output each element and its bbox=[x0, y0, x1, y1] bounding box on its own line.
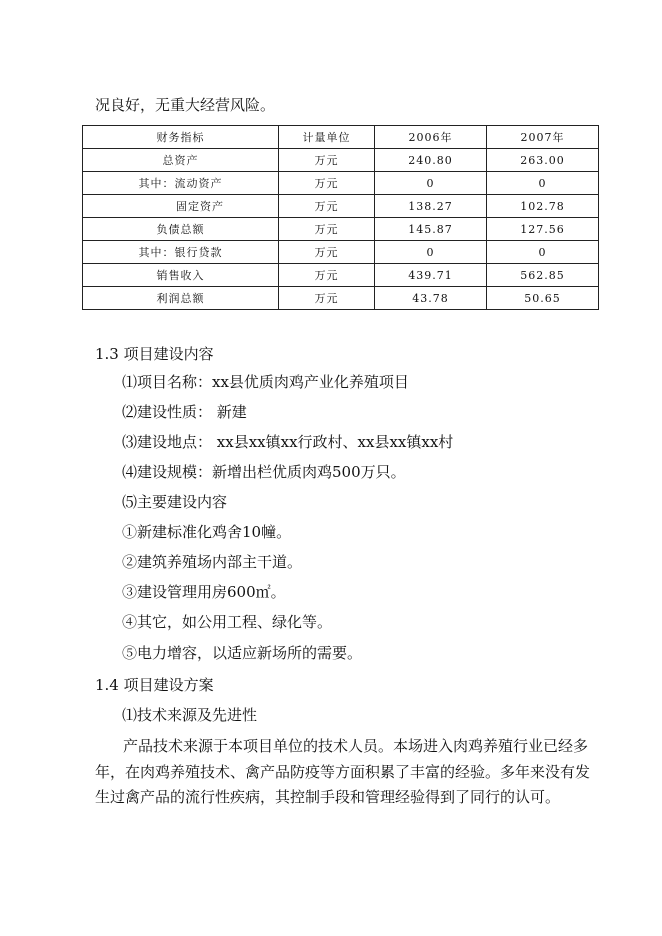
header-unit: 计量单位 bbox=[279, 126, 375, 149]
header-indicator: 财务指标 bbox=[83, 126, 279, 149]
list-item: ⑶建设地点： xx县xx镇xx行政村、xx县xx镇xx村 bbox=[122, 433, 454, 451]
table-row bbox=[83, 149, 599, 172]
list-item: ⑷建设规模：新增出栏优质肉鸡500万只。 bbox=[122, 463, 406, 481]
list-item: ⑸主要建设内容 bbox=[122, 493, 228, 511]
section-heading-1-4: 1.4 项目建设方案 bbox=[95, 676, 214, 694]
row-2006: 43.78 bbox=[375, 287, 487, 310]
table-row bbox=[83, 218, 599, 241]
financial-table bbox=[82, 125, 599, 310]
table-row bbox=[83, 241, 599, 264]
row-2007: 562.85 bbox=[487, 264, 599, 287]
row-2007: 0 bbox=[487, 172, 599, 195]
table-row bbox=[83, 195, 599, 218]
body-paragraph: 产品技术来源于本项目单位的技术人员。本场进入肉鸡养殖行业已经多年，在肉鸡养殖技术、禽产品防疫等方面积累了丰富的经验。多年来没有发生过禽产品的流行性疾病，其控制手段和管理经验得到了同行的认可。 bbox=[95, 737, 591, 807]
row-label: 负债总额 bbox=[83, 218, 279, 241]
row-2007: 102.78 bbox=[487, 195, 599, 218]
row-unit: 万元 bbox=[279, 287, 375, 310]
table-row bbox=[83, 264, 599, 287]
list-item: ②建筑养殖场内部主干道。 bbox=[122, 553, 303, 571]
list-item: ⑤电力增容，以适应新场所的需要。 bbox=[122, 644, 363, 662]
header-2006: 2006年 bbox=[375, 126, 487, 149]
row-2007: 263.00 bbox=[487, 149, 599, 172]
row-2006: 240.80 bbox=[375, 149, 487, 172]
table-row bbox=[83, 287, 599, 310]
row-label: 总资产 bbox=[83, 149, 279, 172]
row-2007: 127.56 bbox=[487, 218, 599, 241]
row-unit: 万元 bbox=[279, 264, 375, 287]
row-2006: 145.87 bbox=[375, 218, 487, 241]
row-2006: 0 bbox=[375, 241, 487, 264]
row-2007: 0 bbox=[487, 241, 599, 264]
list-item: ④其它，如公用工程、绿化等。 bbox=[122, 613, 333, 631]
row-label: 固定资产 bbox=[83, 195, 279, 218]
row-unit: 万元 bbox=[279, 172, 375, 195]
table-row bbox=[83, 172, 599, 195]
row-unit: 万元 bbox=[279, 241, 375, 264]
list-item: ③建设管理用房600㎡。 bbox=[122, 583, 286, 601]
row-label: 利润总额 bbox=[83, 287, 279, 310]
row-2007: 50.65 bbox=[487, 287, 599, 310]
row-unit: 万元 bbox=[279, 218, 375, 241]
list-item: ⑵建设性质： 新建 bbox=[122, 403, 247, 421]
row-2006: 138.27 bbox=[375, 195, 487, 218]
subsection-heading: ⑴技术来源及先进性 bbox=[122, 706, 258, 724]
row-unit: 万元 bbox=[279, 195, 375, 218]
row-label: 其中：流动资产 bbox=[83, 172, 279, 195]
row-label: 销售收入 bbox=[83, 264, 279, 287]
list-item: ⑴项目名称：xx县优质肉鸡产业化养殖项目 bbox=[122, 373, 409, 391]
list-item: ①新建标准化鸡舍10幢。 bbox=[122, 523, 292, 541]
row-unit: 万元 bbox=[279, 149, 375, 172]
section-heading-1-3: 1.3 项目建设内容 bbox=[95, 345, 214, 363]
row-2006: 439.71 bbox=[375, 264, 487, 287]
row-2006: 0 bbox=[375, 172, 487, 195]
header-2007: 2007年 bbox=[487, 126, 599, 149]
table-header-row bbox=[83, 126, 599, 149]
intro-text: 况良好，无重大经营风险。 bbox=[95, 96, 276, 114]
row-label: 其中：银行贷款 bbox=[83, 241, 279, 264]
